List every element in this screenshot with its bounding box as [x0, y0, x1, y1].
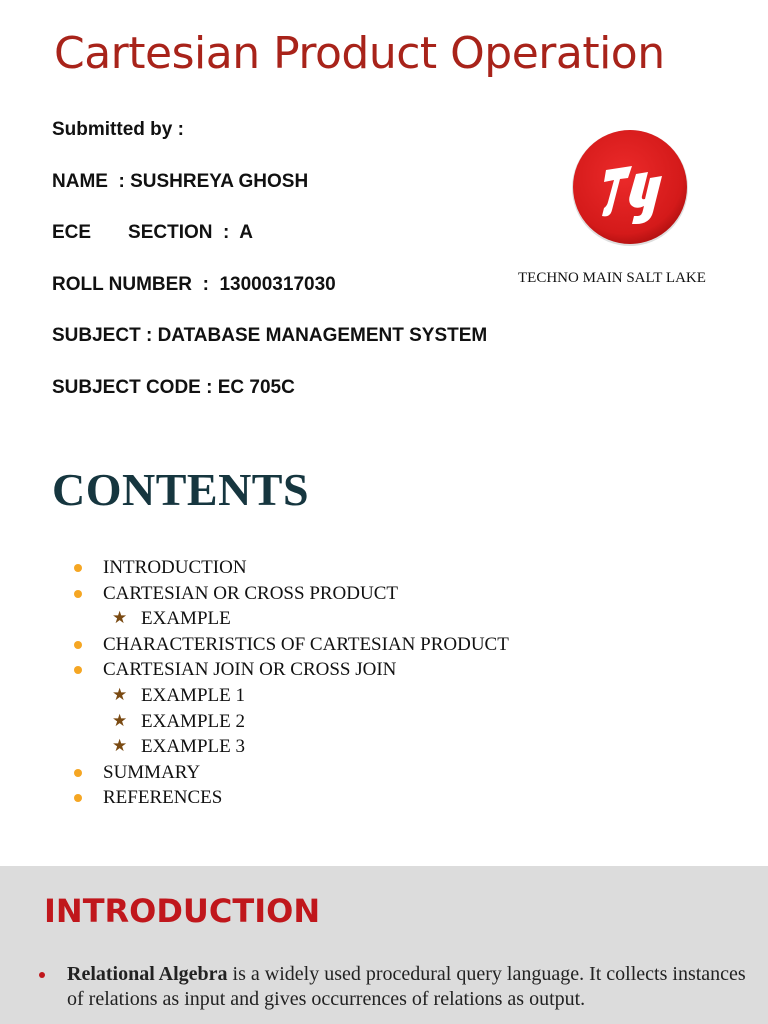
contents-item [72, 581, 509, 607]
orange-dot-bullet-icon [74, 769, 82, 777]
contents-subitem [72, 734, 509, 760]
red-dot-bullet-icon [39, 972, 45, 978]
orange-dot-bullet-icon [74, 794, 82, 802]
star-bullet-icon: ★ [112, 684, 128, 705]
contents-item [72, 657, 509, 683]
logo-caption: TECHNO MAIN SALT LAKE [518, 270, 706, 286]
introduction-bullet-text: is a widely used procedural query language. It collects instances of relations as input and gives occurrences of relations as output. [67, 963, 746, 1010]
orange-dot-bullet-icon [74, 641, 82, 649]
contents-item [72, 785, 509, 811]
orange-dot-bullet-icon [74, 564, 82, 572]
section-line: ECE SECTION : A [52, 222, 253, 243]
contents-subitem [72, 709, 509, 735]
title-slide [0, 0, 768, 435]
contents-item [72, 632, 509, 658]
contents-slide [0, 435, 768, 865]
star-bullet-icon: ★ [112, 710, 128, 731]
submitter-info-list [52, 118, 487, 427]
relational-algebra-term: Relational Algebra [67, 963, 228, 985]
contents-list [72, 555, 509, 811]
contents-subitem [72, 683, 509, 709]
star-bullet-icon: ★ [112, 608, 128, 629]
contents-item [72, 555, 509, 581]
contents-item-label: EXAMPLE 2 [141, 710, 245, 732]
contents-item-label: EXAMPLE 3 [141, 736, 245, 758]
contents-item [72, 760, 509, 786]
contents-item-label: CHARACTERISTICS OF CARTESIAN PRODUCT [103, 633, 509, 655]
orange-dot-bullet-icon [74, 590, 82, 598]
slide-title: Cartesian Product Operation [54, 28, 665, 79]
contents-item-label: SUMMARY [103, 761, 201, 783]
contents-heading: CONTENTS [52, 464, 310, 515]
contents-item-label: CARTESIAN OR CROSS PRODUCT [103, 582, 399, 604]
contents-item-label: REFERENCES [103, 787, 223, 809]
contents-subitem [72, 606, 509, 632]
techno-india-logo-icon [570, 128, 690, 248]
introduction-list [38, 962, 758, 1012]
contents-item-label: INTRODUCTION [103, 557, 247, 578]
roll-number-line: ROLL NUMBER : 13000317030 [52, 273, 336, 295]
name-line: NAME : SUSHREYA GHOSH [52, 170, 309, 192]
contents-item-label: CARTESIAN JOIN OR CROSS JOIN [103, 659, 397, 681]
star-bullet-icon: ★ [112, 736, 128, 757]
introduction-heading: INTRODUCTION [44, 892, 321, 930]
orange-dot-bullet-icon [74, 666, 82, 674]
submitted-by-label: Submitted by : [52, 119, 184, 140]
introduction-slide [0, 866, 768, 1024]
subject-line: SUBJECT : DATABASE MANAGEMENT SYSTEM [52, 325, 488, 346]
introduction-bullet [38, 962, 758, 1012]
subject-code-line: SUBJECT CODE : EC 705C [52, 376, 295, 398]
contents-item-label: EXAMPLE [141, 608, 231, 630]
contents-item-label: EXAMPLE 1 [141, 684, 245, 706]
